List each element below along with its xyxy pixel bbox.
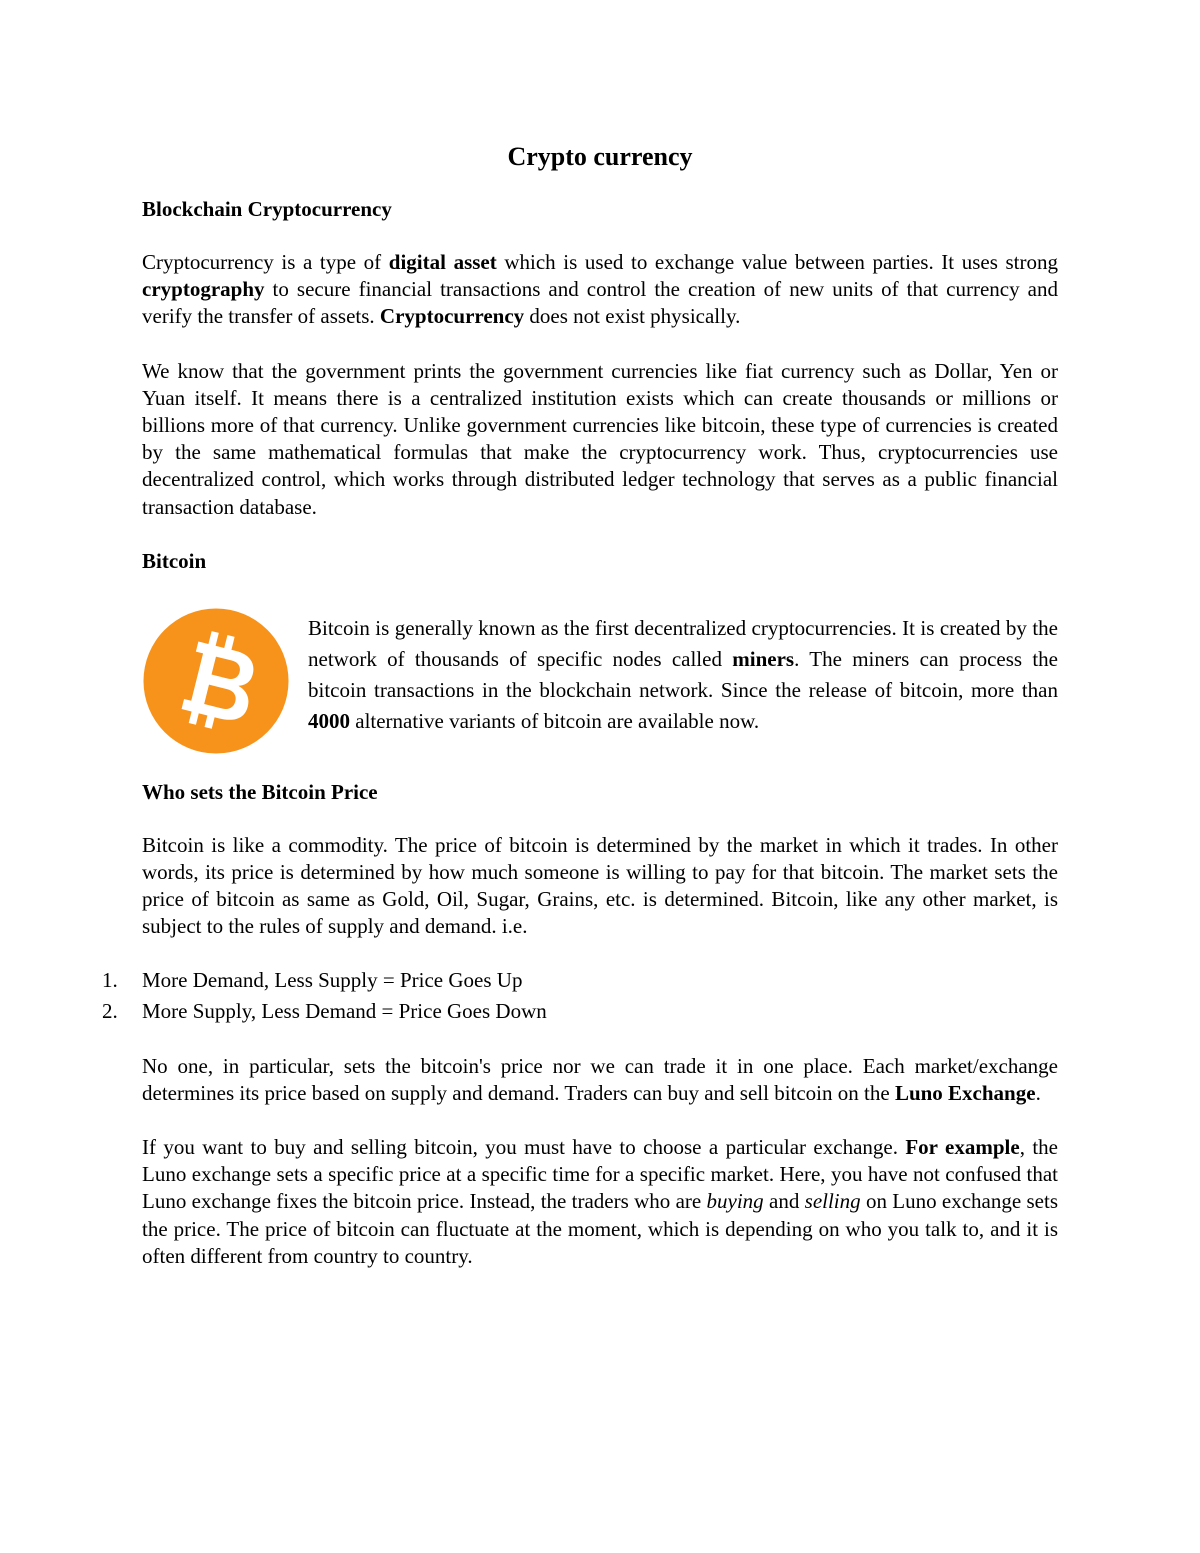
paragraph-bitcoin-intro: Bitcoin is generally known as the first decentralized cryptocurrencies. It is created by the network of thousands of specific nodes called miners. The miners can process the bitcoin transactions in the blockchain network. Since the release of bitcoin, more than 4000 alternative variants of bitcoin are available now. <box>308 615 1058 733</box>
paragraph-bitcoin-commodity: Bitcoin is like a commodity. The price of bitcoin is determined by the market in which it trades. In other words, its price is determined by how much someone is willing to pay for that bitcoin. The market sets the price of bitcoin as same as Gold, Oil, Sugar, Grains, etc. is determined. Bitcoin, like any other market, is subject to the rules of supply and demand. i.e. <box>142 832 1058 939</box>
document-title: Crypto currency <box>507 142 693 171</box>
paragraph-luno-exchange-example: If you want to buy and selling bitcoin, you must have to choose a particular exchange. For example, the Luno exchange sets a specific price at a specific time for a specific market. Here, you have not confused that Luno exchange fixes the bitcoin price. Instead, the traders who are buying and selling on Luno exchange sets the price. The price of bitcoin can fluctuate at the moment, which is depending on who you talk to, and it is often different from country to country. <box>142 1135 1058 1268</box>
supply-demand-list <box>102 965 1058 1027</box>
list-item <box>102 996 1058 1027</box>
heading-blockchain-cryptocurrency: Blockchain Cryptocurrency <box>142 197 392 221</box>
document-page <box>102 140 1058 1297</box>
paragraph-cryptocurrency-definition: Cryptocurrency is a type of digital asset which is used to exchange value between parties. It uses strong cryptography to secure financial transactions and control the creation of new units of that currency and verify the transfer of assets. Cryptocurrency does not exist physically. <box>142 250 1058 329</box>
list-item-number: 2. <box>102 998 118 1023</box>
list-item <box>102 965 1058 996</box>
bitcoin-logo-icon <box>142 607 290 755</box>
heading-who-sets-bitcoin-price: Who sets the Bitcoin Price <box>142 779 378 804</box>
list-item-number: 1. <box>102 967 118 992</box>
paragraph-no-one-sets-price: No one, in particular, sets the bitcoin's price nor we can trade it in one place. Each market/exchange determines its price based on supply and demand. Traders can buy and sell bitcoin on the Luno Exchange. <box>142 1053 1058 1105</box>
list-item-text: More Supply, Less Demand = Price Goes Down <box>142 998 547 1023</box>
bitcoin-intro-block <box>142 613 1058 755</box>
heading-bitcoin: Bitcoin <box>142 548 207 573</box>
paragraph-government-currencies: We know that the government prints the government currencies like fiat currency such as Dollar, Yen or Yuan itself. It means there is a centralized institution exists which can create thousands or millions or billions more of that currency. Unlike government currencies like bitcoin, these type of currencies is created by the same mathematical formulas that make the cryptocurrency work. Thus, cryptocurrencies use decentralized control, which works through distributed ledger technology that serves as a public financial transaction database. <box>142 358 1058 519</box>
list-item-text: More Demand, Less Supply = Price Goes Up <box>142 967 523 992</box>
